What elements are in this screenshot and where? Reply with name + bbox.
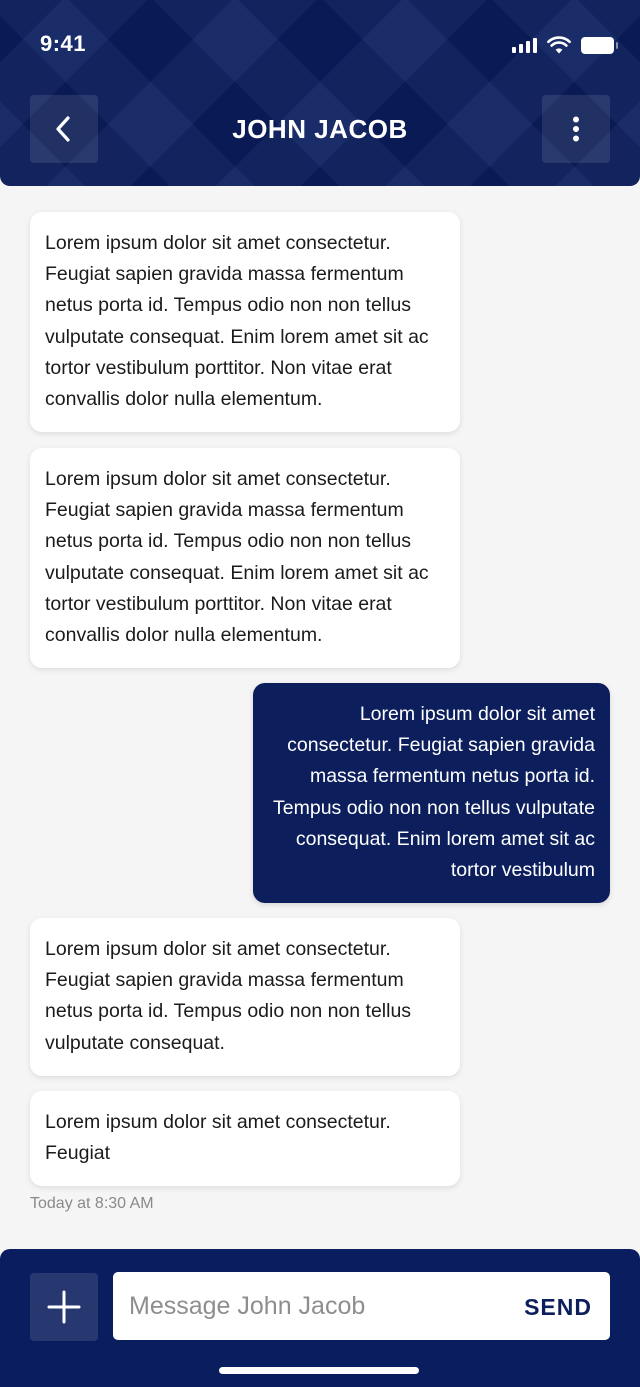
chat-title: JOHN JACOB	[232, 114, 408, 144]
attach-button[interactable]	[30, 1273, 98, 1341]
plus-icon	[47, 1290, 81, 1324]
status-icons	[512, 36, 614, 54]
message-bubble-outgoing: Lorem ipsum dolor sit amet consectetur. Feugiat sapien gravida massa fermentum netus porta id. Tempus odio non non tellus vulputate consequat. Enim lorem amet sit ac tortor vestibulum	[253, 683, 610, 903]
message-timestamp: Today at 8:30 AM	[30, 1195, 154, 1212]
more-vertical-icon	[572, 116, 580, 142]
message-bubble-incoming: Lorem ipsum dolor sit amet consectetur. Feugiat sapien gravida massa fermentum netus porta id. Tempus odio non non tellus vulputate consequat.	[30, 918, 460, 1076]
message-input[interactable]	[129, 1272, 509, 1340]
message-bubble-incoming: Lorem ipsum dolor sit amet consectetur. Feugiat sapien gravida massa fermentum netus porta id. Tempus odio non non tellus vulputate consequat. Enim lorem amet sit ac tortor vestibulum porttitor. Non vitae erat convallis dolor nulla elementum.	[30, 212, 460, 432]
chat-header	[0, 0, 640, 186]
send-button[interactable]: SEND	[524, 1294, 592, 1320]
status-time: 9:41	[40, 31, 87, 56]
cellular-signal-icon	[512, 37, 537, 53]
battery-icon	[581, 37, 614, 54]
wifi-icon	[547, 36, 571, 54]
more-options-button[interactable]	[542, 95, 610, 163]
message-bubble-incoming: Lorem ipsum dolor sit amet consectetur. Feugiat sapien gravida massa fermentum netus porta id. Tempus odio non non tellus vulputate consequat. Enim lorem amet sit ac tortor vestibulum porttitor. Non vitae erat convallis dolor nulla elementum.	[30, 448, 460, 668]
message-input-box	[113, 1272, 610, 1340]
home-indicator	[219, 1367, 419, 1374]
message-composer	[0, 1249, 640, 1387]
message-bubble-incoming: Lorem ipsum dolor sit amet consectetur. Feugiat	[30, 1091, 460, 1186]
